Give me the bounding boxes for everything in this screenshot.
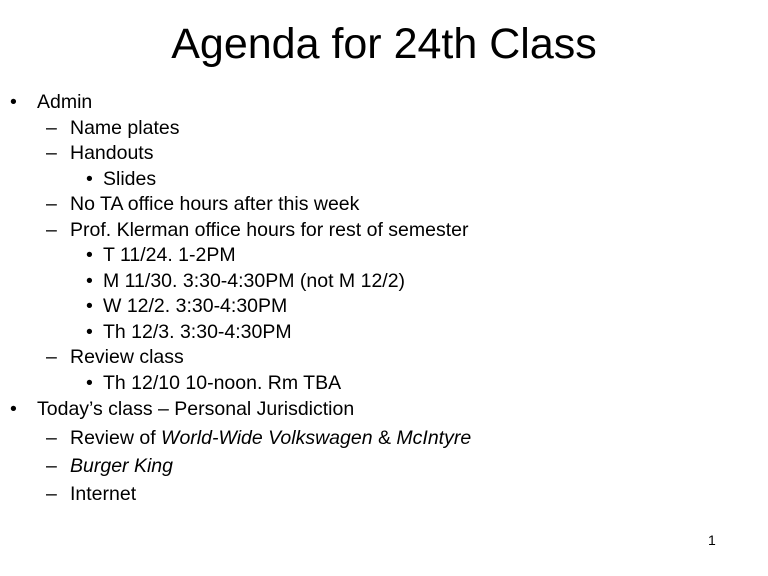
agenda-item-todays-class: Today’s class – Personal Jurisdiction bbox=[37, 398, 355, 420]
bullet-level2: – bbox=[46, 346, 57, 368]
bullet-level2: – bbox=[46, 193, 57, 215]
review-of-ampersand: & bbox=[372, 427, 397, 449]
bullet-level2: – bbox=[46, 455, 57, 477]
case-world-wide-volkswagen: World-Wide Volkswagen bbox=[161, 427, 373, 449]
agenda-item-slides: Slides bbox=[103, 168, 157, 190]
bullet-level3: • bbox=[86, 244, 93, 266]
bullet-level3: • bbox=[86, 295, 93, 317]
agenda-item-th-1210: Th 12/10 10-noon. Rm TBA bbox=[103, 372, 342, 394]
agenda-item-review-of bbox=[70, 426, 471, 450]
bullet-level1: • bbox=[10, 398, 17, 420]
case-mcintyre: McIntyre bbox=[396, 427, 472, 449]
bullet-level3: • bbox=[86, 270, 93, 292]
bullet-level3: • bbox=[86, 372, 93, 394]
agenda-item-no-ta: No TA office hours after this week bbox=[70, 193, 360, 215]
agenda-item-internet: Internet bbox=[70, 483, 137, 505]
agenda-item-admin: Admin bbox=[37, 91, 93, 113]
bullet-level2: – bbox=[46, 427, 57, 449]
bullet-level2: – bbox=[46, 483, 57, 505]
agenda-item-handouts: Handouts bbox=[70, 142, 154, 164]
agenda-item-w-122: W 12/2. 3:30-4:30PM bbox=[103, 295, 288, 317]
agenda-item-name-plates: Name plates bbox=[70, 117, 180, 139]
agenda-item-t-1124: T 11/24. 1-2PM bbox=[103, 244, 236, 266]
agenda-item-review-class: Review class bbox=[70, 346, 184, 368]
bullet-level1: • bbox=[10, 91, 17, 113]
bullet-level2: – bbox=[46, 117, 57, 139]
agenda-item-m-1130: M 11/30. 3:30-4:30PM (not M 12/2) bbox=[103, 270, 406, 292]
slide-title: Agenda for 24th Class bbox=[171, 20, 597, 68]
bullet-level3: • bbox=[86, 168, 93, 190]
bullet-level3: • bbox=[86, 321, 93, 343]
page-number: 1 bbox=[708, 532, 716, 548]
review-of-prefix: Review of bbox=[70, 427, 162, 449]
case-burger-king: Burger King bbox=[70, 455, 173, 477]
agenda-item-burger-king bbox=[70, 454, 173, 478]
agenda-item-th-123: Th 12/3. 3:30-4:30PM bbox=[103, 321, 292, 343]
bullet-level2: – bbox=[46, 219, 57, 241]
bullet-level2: – bbox=[46, 142, 57, 164]
agenda-item-prof-hours: Prof. Klerman office hours for rest of semester bbox=[70, 219, 469, 241]
